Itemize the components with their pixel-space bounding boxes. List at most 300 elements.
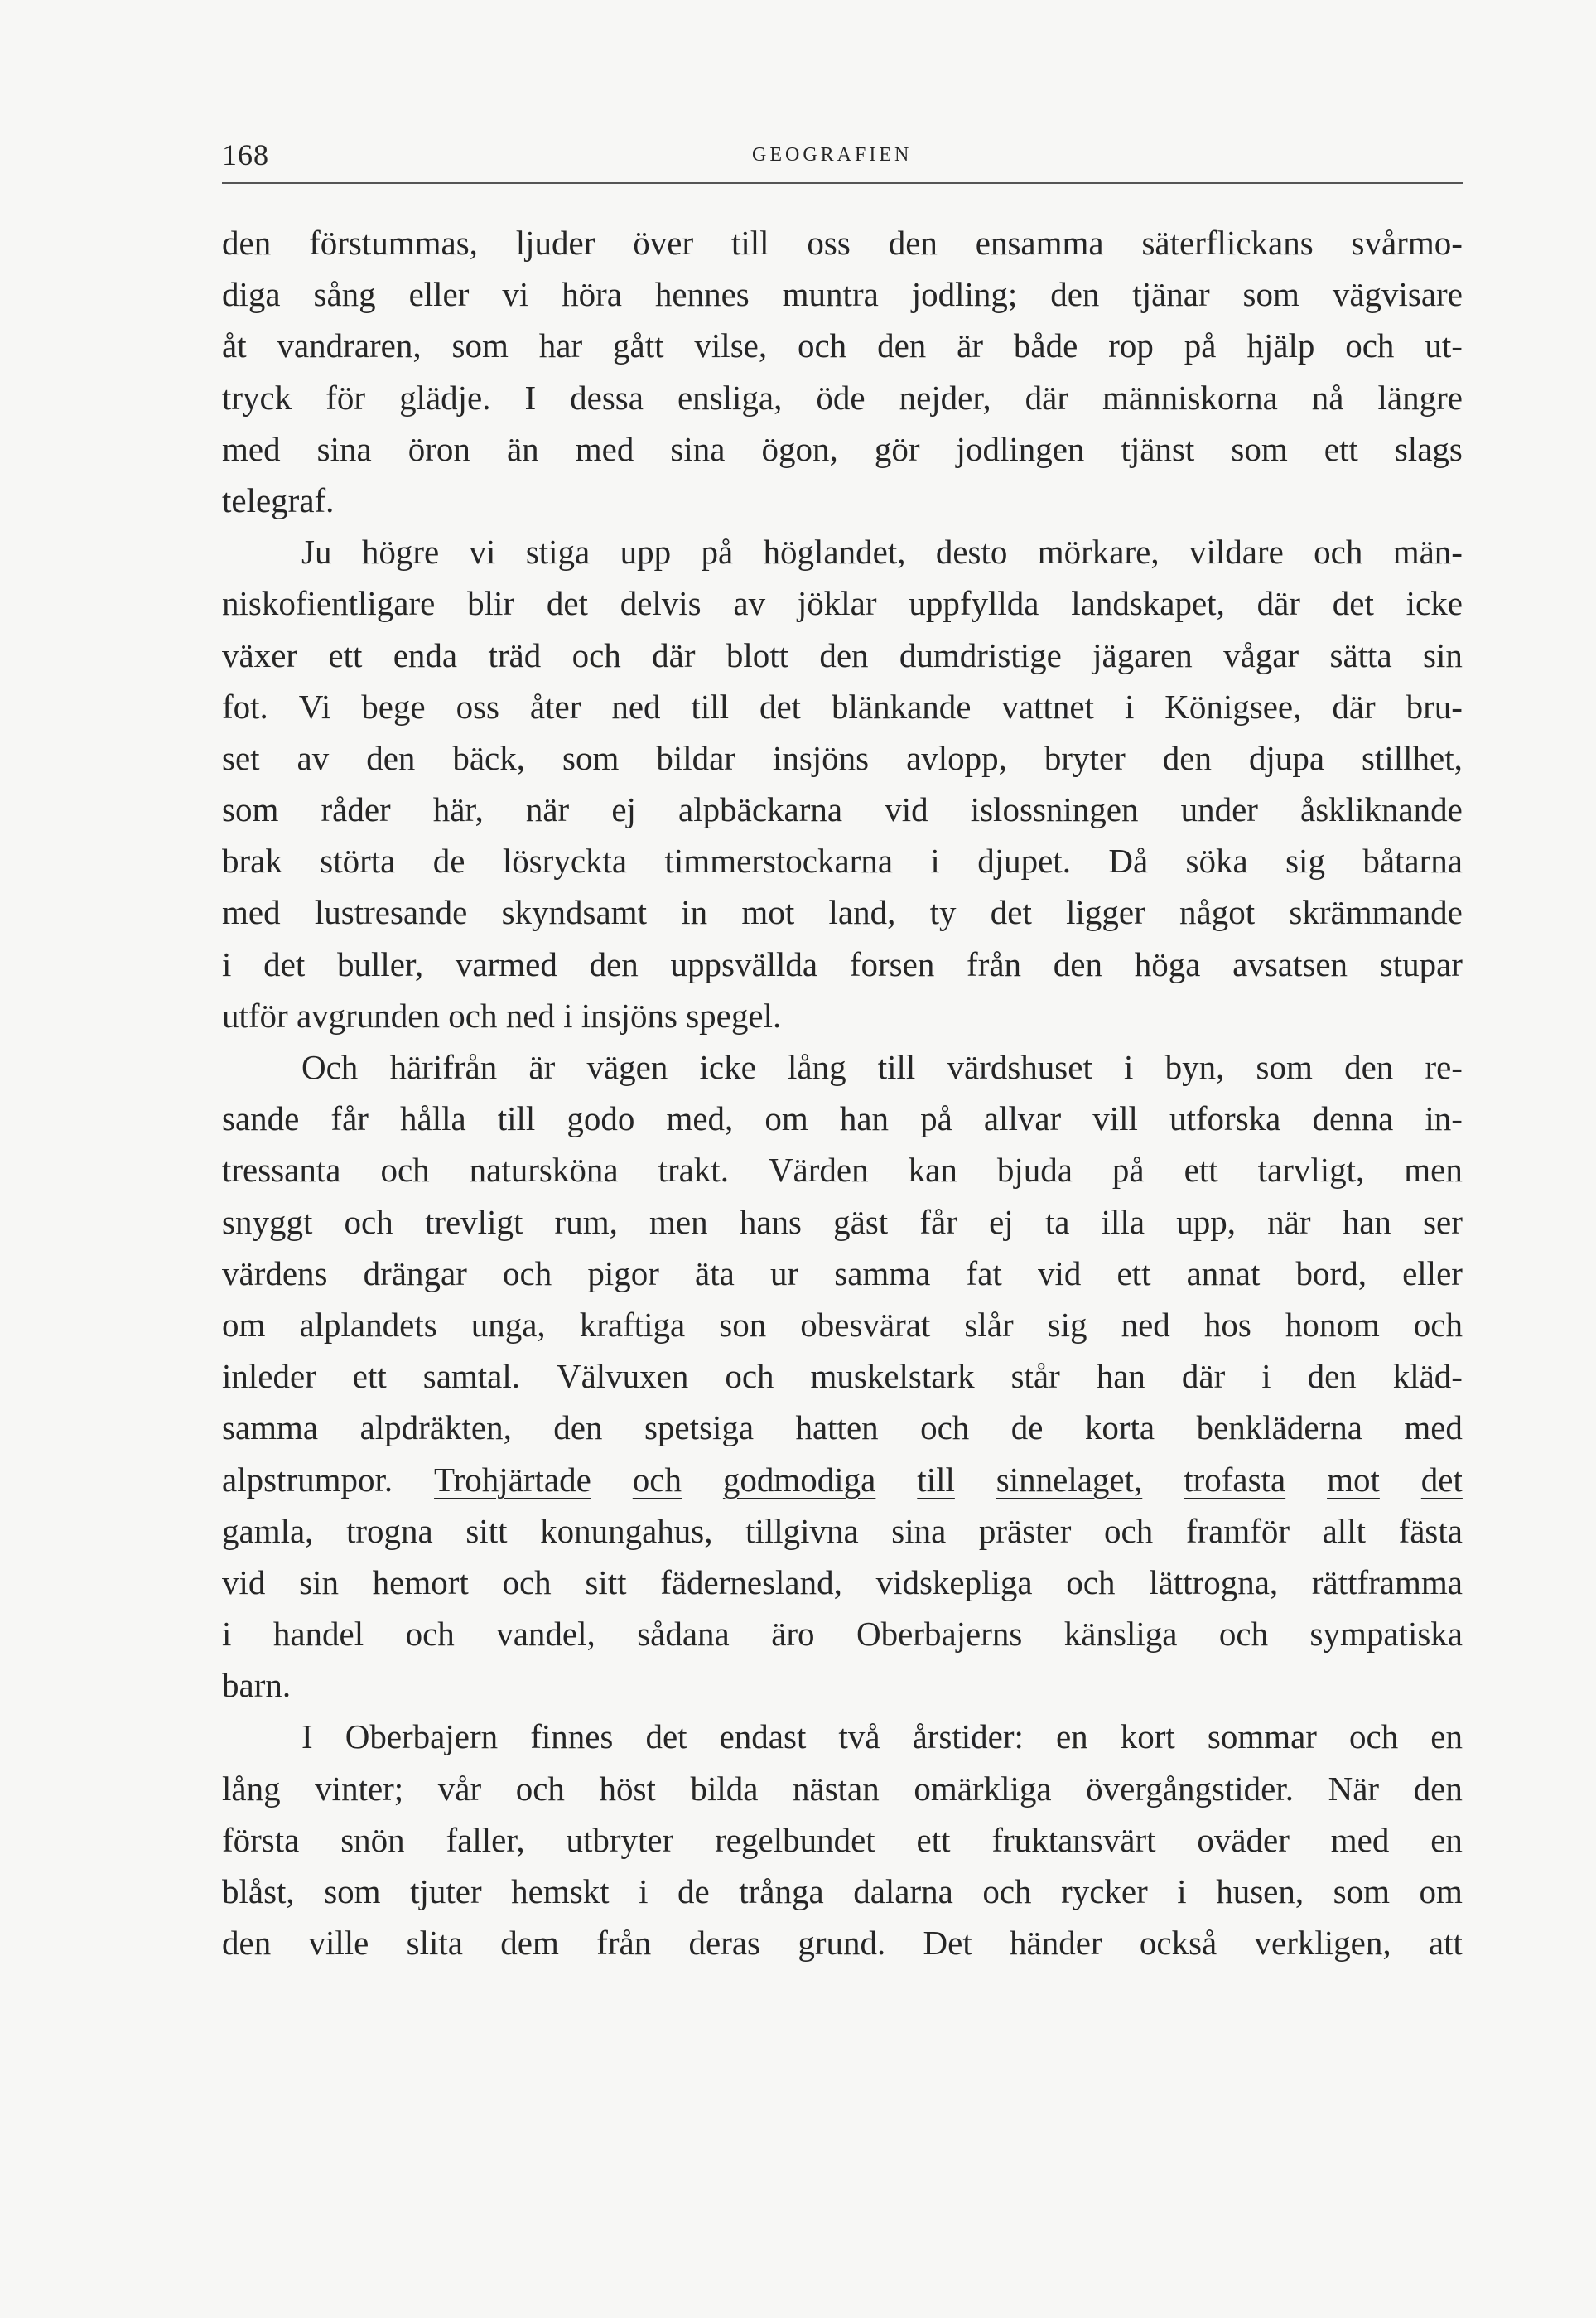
text-line: [222, 1505, 1463, 1557]
word: båtarna: [1362, 842, 1463, 881]
word: och: [571, 635, 621, 674]
word: den: [1053, 944, 1102, 983]
word: mörkare,: [1037, 533, 1160, 572]
word: och: [1314, 533, 1363, 572]
word: ned: [611, 687, 661, 726]
word: ögon,: [761, 429, 838, 468]
word: oss: [456, 687, 499, 726]
word: korta: [1084, 1408, 1155, 1447]
word: ty: [929, 893, 957, 932]
word: Vi: [298, 687, 331, 726]
word: och: [725, 1357, 774, 1396]
word: den: [1162, 738, 1212, 777]
word: och: [1066, 1562, 1116, 1601]
word: husen,: [1216, 1872, 1304, 1910]
word: bäck,: [452, 738, 526, 777]
word: ej: [989, 1202, 1014, 1241]
word: hans: [739, 1202, 802, 1241]
word: det: [263, 944, 306, 983]
word: den: [888, 224, 938, 262]
word: präster: [978, 1511, 1072, 1550]
word: ut-: [1425, 326, 1463, 365]
word: av: [733, 584, 766, 623]
word: på: [1111, 1151, 1145, 1190]
word: som: [1242, 275, 1299, 314]
text-line: [222, 630, 1463, 681]
word: det: [759, 687, 802, 726]
word: upp: [620, 533, 672, 572]
word: ville: [308, 1924, 369, 1963]
word: gått: [613, 326, 664, 365]
text-line: [222, 1196, 1463, 1248]
word: får: [330, 1099, 369, 1138]
word: blott: [726, 635, 789, 674]
word: och: [380, 1151, 430, 1190]
word: utbryter: [566, 1820, 674, 1859]
word: och: [920, 1408, 970, 1447]
word: Trohjärtade: [434, 1460, 591, 1499]
word: förstummas,: [309, 224, 478, 262]
word: den: [1344, 1048, 1394, 1086]
word: under: [1180, 790, 1258, 829]
word: sympatiska: [1309, 1615, 1463, 1654]
word: Ju: [301, 533, 332, 572]
word: enda: [393, 635, 458, 674]
word: slår: [964, 1305, 1014, 1344]
word: dessa: [570, 378, 644, 417]
word: ett: [1184, 1151, 1218, 1190]
word: oväder: [1197, 1820, 1290, 1859]
word: känsliga: [1063, 1615, 1178, 1654]
text-line: [222, 1917, 1463, 1968]
word: rycker: [1061, 1872, 1148, 1910]
word: och: [1349, 1717, 1399, 1756]
word: endast: [719, 1717, 807, 1756]
word: tillgivna: [745, 1511, 859, 1550]
word: mot: [741, 893, 795, 932]
text-line: [222, 1866, 1463, 1917]
word: sin: [1423, 635, 1463, 674]
word: vildare: [1189, 533, 1284, 572]
word: sitt: [465, 1511, 508, 1550]
word: värdshuset: [947, 1048, 1092, 1086]
word: män-: [1392, 533, 1463, 572]
word: pigor: [587, 1253, 659, 1292]
word: när: [525, 790, 570, 829]
text-line: [222, 320, 1463, 371]
text-line: [222, 1454, 1463, 1505]
word: omärkliga: [914, 1769, 1052, 1808]
word: forsen: [849, 944, 935, 983]
word: upp,: [1176, 1202, 1236, 1241]
word: öron: [407, 429, 470, 468]
text-line: [222, 1144, 1463, 1195]
word: konungahus,: [540, 1511, 713, 1550]
word: timmerstockarna: [664, 842, 894, 881]
word: åter: [529, 687, 581, 726]
word: stupar: [1379, 944, 1463, 983]
word: om: [1419, 1872, 1463, 1910]
word: trakt.: [658, 1151, 729, 1190]
word: snyggt: [222, 1202, 313, 1241]
word: dem: [500, 1924, 559, 1963]
word: set: [222, 738, 260, 777]
text-line: [222, 835, 1463, 886]
word: unga,: [470, 1305, 546, 1344]
word: lustresande: [314, 893, 468, 932]
word: vill: [1092, 1099, 1138, 1138]
text-line: [222, 1814, 1463, 1866]
word: deras: [688, 1924, 761, 1963]
word: icke: [1406, 584, 1463, 623]
word: stillhet,: [1362, 738, 1463, 777]
word: bilda: [690, 1769, 759, 1808]
word: rättframma: [1311, 1562, 1463, 1601]
word: handel: [272, 1615, 364, 1654]
word: faller,: [446, 1820, 525, 1859]
word: alplandets: [299, 1305, 437, 1344]
word: bildar: [656, 738, 735, 777]
text-line: [222, 1402, 1463, 1453]
word: bryter: [1044, 738, 1126, 777]
text-line: [222, 681, 1463, 732]
word: Då: [1108, 842, 1149, 881]
word: benkläderna: [1196, 1408, 1362, 1447]
word: och: [405, 1615, 455, 1654]
word: de: [677, 1872, 710, 1910]
word: den: [589, 944, 639, 983]
word: nästan: [793, 1769, 880, 1808]
word: och: [503, 1253, 552, 1292]
word: som: [451, 326, 509, 365]
word: slags: [1394, 429, 1463, 468]
word: vinter;: [315, 1769, 404, 1808]
word: härifrån: [389, 1048, 498, 1086]
word: något: [1179, 893, 1256, 932]
word: som: [324, 1872, 381, 1910]
word: de: [1010, 1408, 1044, 1447]
word: där: [1256, 584, 1300, 623]
word: jöklar: [797, 584, 877, 623]
word: hemskt: [511, 1872, 610, 1910]
body-text: [222, 217, 1463, 1968]
word: nejder,: [899, 378, 991, 417]
word: i: [222, 944, 232, 983]
word: på: [920, 1099, 952, 1138]
word: sig: [1047, 1305, 1087, 1344]
word: med: [222, 893, 281, 932]
word: bord,: [1295, 1253, 1367, 1292]
word: på: [701, 533, 734, 572]
word: till: [730, 224, 769, 262]
word: obesvärat: [800, 1305, 931, 1344]
word: där: [1181, 1357, 1226, 1396]
word: när: [1267, 1202, 1311, 1241]
word: jodling;: [911, 275, 1018, 314]
text-line: [222, 268, 1463, 320]
text-line: [222, 1299, 1463, 1350]
word: I: [301, 1717, 313, 1756]
word: både: [1013, 326, 1078, 365]
word: gör: [874, 429, 920, 468]
word: avlopp,: [906, 738, 1007, 777]
word: Värden: [768, 1151, 869, 1190]
word: bjuda: [996, 1151, 1073, 1190]
word: hos: [1203, 1305, 1251, 1344]
word: trofasta: [1184, 1460, 1286, 1499]
word: om: [222, 1305, 266, 1344]
word: i: [1124, 1048, 1134, 1086]
word: nå: [1311, 378, 1344, 417]
text-line: [222, 217, 1463, 268]
word: framför: [1185, 1511, 1290, 1550]
word: illa: [1101, 1202, 1145, 1241]
word: ta: [1044, 1202, 1070, 1241]
word: natursköna: [469, 1151, 619, 1190]
word: som: [1333, 1872, 1390, 1910]
word: vår: [437, 1769, 482, 1808]
word: eller: [1402, 1253, 1463, 1292]
word: öde: [816, 378, 866, 417]
word: re-: [1425, 1048, 1463, 1086]
text-line: [222, 1093, 1463, 1144]
word: byn,: [1164, 1048, 1225, 1086]
word: har: [538, 326, 583, 365]
word: tjuter: [410, 1872, 482, 1910]
word: första: [222, 1820, 300, 1859]
word: äro: [771, 1615, 815, 1654]
word: och: [797, 326, 847, 365]
text-line: [222, 372, 1463, 423]
word: fat: [966, 1253, 1002, 1292]
word: svårmo-: [1351, 224, 1463, 262]
word: står: [1010, 1357, 1060, 1396]
word: gäst: [833, 1202, 889, 1241]
word: samma: [834, 1253, 931, 1292]
word: människorna: [1102, 378, 1278, 417]
word: fot.: [222, 687, 268, 726]
word: hatten: [795, 1408, 879, 1447]
word: och: [632, 1460, 682, 1499]
word: och: [1345, 326, 1395, 365]
word: där: [1332, 687, 1376, 726]
word: denna: [1312, 1099, 1394, 1138]
word: på: [1184, 326, 1217, 365]
word: i: [639, 1872, 649, 1910]
word: hjälp: [1246, 326, 1315, 365]
word: mot: [1327, 1460, 1380, 1499]
word: stiga: [525, 533, 591, 572]
word: alpdräkten,: [359, 1408, 512, 1447]
word: är: [528, 1048, 556, 1086]
text-line: [222, 423, 1463, 475]
word: godmodiga: [722, 1460, 876, 1499]
word: ur: [769, 1253, 799, 1292]
word: blir: [467, 584, 515, 623]
word: icke: [699, 1048, 756, 1086]
word: grund.: [798, 1924, 886, 1963]
word: muntra: [782, 275, 879, 314]
word: i: [1177, 1872, 1187, 1910]
word: Oberbajerns: [856, 1615, 1023, 1654]
word: ett: [328, 635, 363, 674]
word: skyndsamt: [501, 893, 647, 932]
word: trånga: [739, 1872, 824, 1910]
word: honom: [1285, 1305, 1380, 1344]
word: fädernesland,: [660, 1562, 842, 1601]
word: ett: [352, 1357, 387, 1396]
word: han: [1342, 1202, 1391, 1241]
word: dalarna: [853, 1872, 953, 1910]
word: son: [719, 1305, 767, 1344]
word: åskliknande: [1300, 790, 1463, 829]
word: tressanta: [222, 1151, 341, 1190]
word: dumdristige: [899, 635, 1062, 674]
word: fruktansvärt: [991, 1820, 1156, 1859]
word: det: [1332, 584, 1374, 623]
word: bru-: [1406, 687, 1463, 726]
word: och: [502, 1562, 552, 1601]
word: godo: [567, 1099, 635, 1138]
word: övergångstider.: [1086, 1769, 1295, 1808]
text-line-content: utför avgrunden och ned i insjöns spegel.: [222, 996, 782, 1035]
word: för: [325, 378, 366, 417]
word: till: [917, 1460, 955, 1499]
word: han: [1096, 1357, 1145, 1396]
text-line: [222, 939, 1463, 990]
word: men: [1404, 1151, 1463, 1190]
text-line: [222, 886, 1463, 938]
word: buller,: [336, 944, 424, 983]
word: med: [575, 429, 634, 468]
word: med: [222, 429, 281, 468]
word: störta: [320, 842, 396, 881]
word: sinnelaget,: [996, 1460, 1143, 1499]
word: gamla,: [222, 1511, 314, 1550]
word: i: [930, 842, 940, 881]
word: den: [553, 1408, 603, 1447]
word: ett: [916, 1820, 951, 1859]
word: växer: [222, 635, 298, 674]
word: får: [919, 1202, 957, 1241]
word: in-: [1425, 1099, 1463, 1138]
word: islossningen: [970, 790, 1139, 829]
word: lång: [787, 1048, 846, 1086]
word: bege: [361, 687, 426, 726]
word: hennes: [654, 275, 750, 314]
word: ser: [1423, 1202, 1463, 1241]
word: verkligen,: [1254, 1924, 1391, 1963]
word: höglandet,: [763, 533, 906, 572]
word: söka: [1185, 842, 1248, 881]
word: råder: [321, 790, 391, 829]
word: att: [1428, 1924, 1463, 1963]
word: utforska: [1169, 1099, 1281, 1138]
word: som: [1256, 1048, 1313, 1086]
word: från: [967, 944, 1022, 983]
word: varmed: [455, 944, 557, 983]
word: och: [1104, 1511, 1154, 1550]
word: kraftiga: [579, 1305, 686, 1344]
word: den: [1413, 1769, 1463, 1808]
word: vägvisare: [1332, 275, 1463, 314]
word: den: [366, 738, 416, 777]
word: Det: [923, 1924, 972, 1963]
word: sina: [891, 1511, 947, 1550]
word: allvar: [983, 1099, 1062, 1138]
word: hemort: [372, 1562, 469, 1601]
word: djupet.: [977, 842, 1071, 881]
word: vidskepliga: [875, 1562, 1033, 1601]
word: eller: [408, 275, 470, 314]
word: händer: [1010, 1924, 1102, 1963]
word: sig: [1285, 842, 1325, 881]
word: jodlingen: [956, 429, 1085, 468]
text-line: [222, 1711, 1463, 1762]
word: kan: [908, 1151, 957, 1190]
text-line-content: telegraf.: [222, 481, 335, 519]
word: de: [432, 842, 465, 881]
word: land,: [828, 893, 896, 932]
word: slita: [406, 1924, 463, 1963]
word: där: [652, 635, 696, 674]
word: åt: [222, 326, 247, 365]
word: vilse,: [694, 326, 768, 365]
word: än: [506, 429, 539, 468]
word: vi: [469, 533, 496, 572]
word: inleder: [222, 1357, 316, 1396]
word: den: [1050, 275, 1100, 314]
word: delvis: [620, 584, 702, 623]
word: lång: [222, 1769, 281, 1808]
word: oss: [807, 224, 851, 262]
word: med: [1404, 1408, 1463, 1447]
word: regelbundet: [715, 1820, 875, 1859]
word: högre: [361, 533, 440, 572]
word: ned: [1121, 1305, 1170, 1344]
word: muskelstark: [810, 1357, 975, 1396]
word: säterflickans: [1141, 224, 1314, 262]
word: som: [1231, 429, 1288, 468]
word: skrämmande: [1289, 893, 1463, 932]
word: hålla: [400, 1099, 466, 1138]
word: sådana: [637, 1615, 730, 1654]
word: glädje.: [399, 378, 491, 417]
word: tjänst: [1121, 429, 1195, 468]
word: finnes: [530, 1717, 614, 1756]
word: han: [839, 1099, 890, 1138]
word: rum,: [554, 1202, 618, 1241]
word: avsatsen: [1232, 944, 1348, 983]
word: drängar: [363, 1253, 467, 1292]
word: allt: [1322, 1511, 1366, 1550]
text-line: [222, 1659, 1463, 1711]
text-line: [222, 1763, 1463, 1814]
word: kläd-: [1392, 1357, 1463, 1396]
text-line: [222, 577, 1463, 629]
word: ligger: [1066, 893, 1145, 932]
word: Königsee,: [1164, 687, 1302, 726]
word: två: [838, 1717, 880, 1756]
word: vid: [885, 790, 928, 829]
word: årstider:: [912, 1717, 1024, 1756]
word: och: [982, 1872, 1032, 1910]
word: samtal.: [422, 1357, 521, 1396]
running-head: GEOGRAFIEN: [752, 144, 913, 166]
word: till: [877, 1048, 916, 1086]
word: som: [562, 738, 620, 777]
word: niskofientligare: [222, 584, 436, 623]
